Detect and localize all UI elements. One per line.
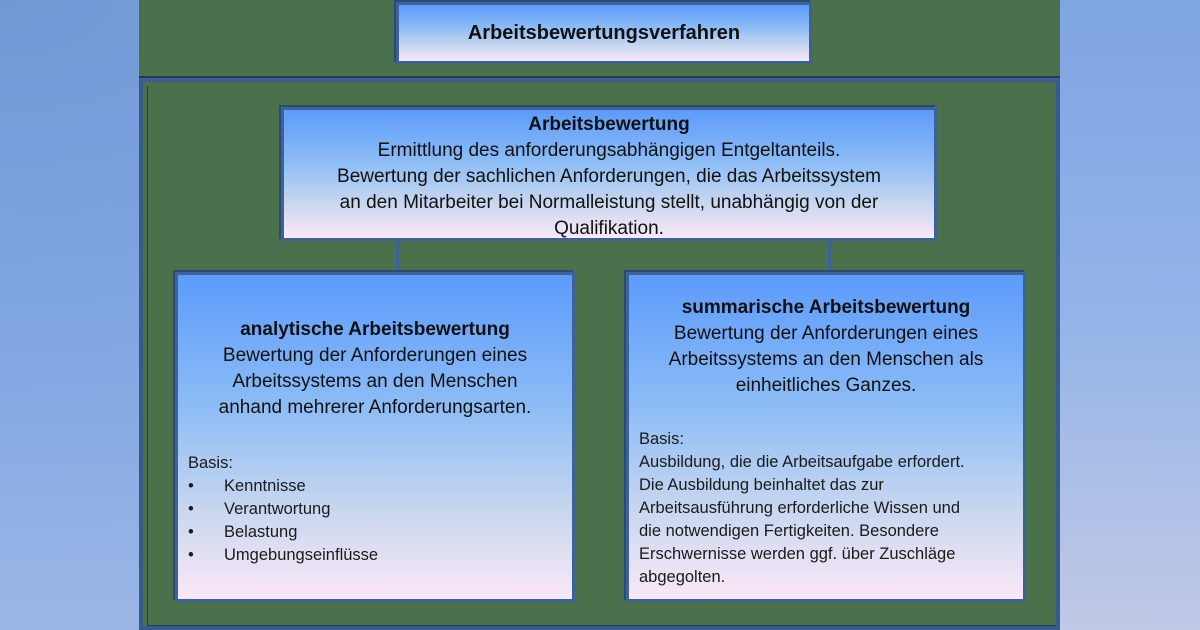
right-line: einheitliches Ganzes. (735, 375, 917, 396)
basis-line: abgegolten. (639, 568, 726, 586)
right-line: Arbeitssystems an den Menschen als (668, 349, 984, 370)
main-line: Qualifikation. (554, 218, 664, 239)
basis-line: die notwendigen Fertigkeiten. Besondere (639, 522, 939, 540)
main-heading: Arbeitsbewertung (528, 114, 690, 135)
basis-label: Basis: (639, 430, 684, 448)
basis-line: Ausbildung, die die Arbeitsaufgabe erfordert. (639, 453, 965, 471)
right-line: Bewertung der Anforderungen eines (673, 323, 979, 344)
title-box (396, 2, 812, 64)
basis-line: Die Ausbildung beinhaltet das zur (639, 476, 884, 494)
main-node-arbeitsbewertung (281, 107, 937, 241)
right-heading: summarische Arbeitsbewertung (681, 297, 971, 318)
list-item: • Verantwortung (188, 498, 378, 521)
list-item: • Kenntnisse (188, 475, 378, 498)
bullet-icon: • (188, 523, 194, 541)
bullet-icon: • (188, 546, 194, 564)
node-summarische-arbeitsbewertung (626, 272, 1026, 602)
left-line: Bewertung der Anforderungen eines (222, 345, 528, 366)
connector-right (828, 241, 831, 272)
page-title: Arbeitsbewertungsverfahren (467, 21, 741, 44)
basis-label: Basis: (188, 454, 233, 472)
background-right (1060, 0, 1200, 630)
left-heading: analytische Arbeitsbewertung (240, 319, 510, 340)
bullet-icon: • (188, 500, 194, 518)
left-basis (188, 452, 378, 567)
list-item: • Umgebungseinflüsse (188, 544, 378, 567)
list-item: • Belastung (188, 521, 378, 544)
right-basis (639, 428, 1015, 589)
left-line: anhand mehrerer Anforderungsarten. (218, 397, 532, 418)
main-line: Ermittlung des anforderungsabhängigen Entgeltanteils. (377, 140, 841, 161)
bullet-icon: • (188, 477, 194, 495)
left-line: Arbeitssystems an den Menschen (232, 371, 518, 392)
basis-line: Erschwernisse werden ggf. über Zuschläge (639, 545, 956, 563)
connector-left (396, 241, 399, 272)
main-line: Bewertung der sachlichen Anforderungen, die das Arbeitssystem (337, 166, 881, 187)
node-analytische-arbeitsbewertung (175, 272, 575, 602)
main-line: an den Mitarbeiter bei Normalleistung stellt, unabhängig von der (339, 192, 879, 213)
basis-line: Arbeitsausführung erforderliche Wissen und (639, 499, 961, 517)
